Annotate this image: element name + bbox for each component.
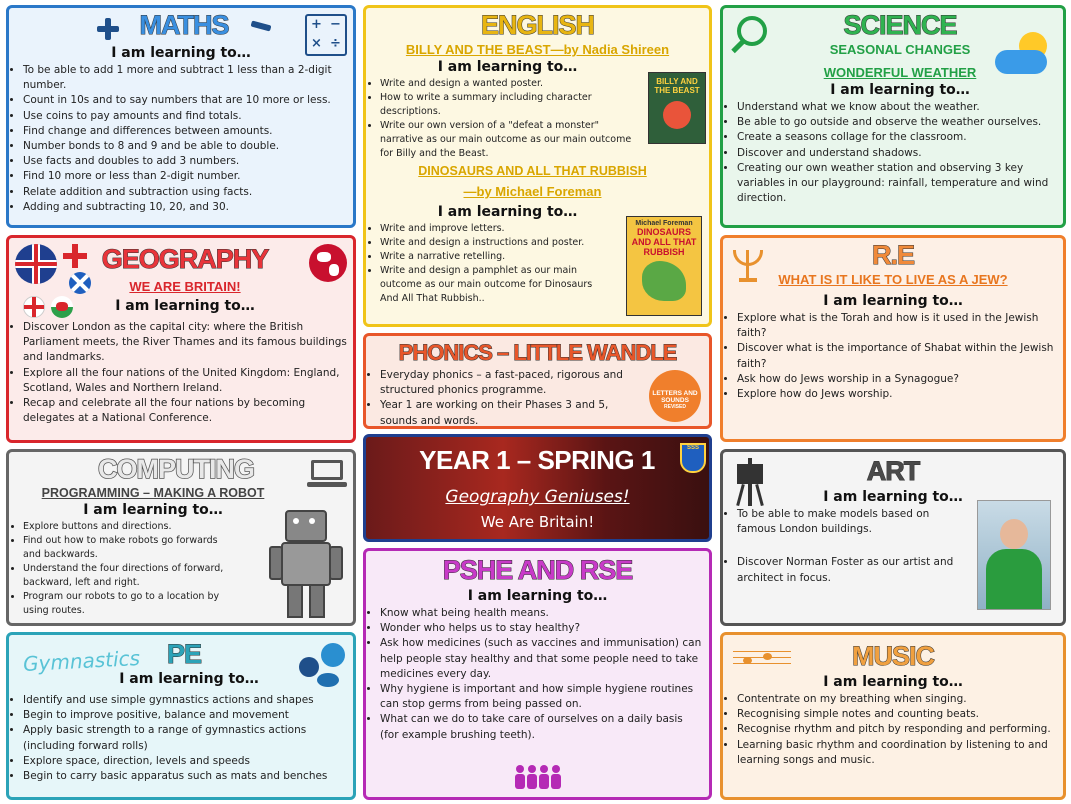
pe-list bbox=[9, 693, 353, 784]
english-title: ENGLISH bbox=[480, 10, 594, 40]
computing-list bbox=[9, 520, 239, 618]
list-item: • How to write a summary including character descriptions. bbox=[380, 91, 638, 119]
minus-icon bbox=[251, 21, 272, 32]
geography-title: GEOGRAPHY bbox=[101, 244, 269, 274]
sun-cloud-icon bbox=[995, 32, 1055, 80]
list-item: • Write and design a wanted poster. bbox=[380, 77, 638, 91]
re-panel bbox=[720, 235, 1066, 442]
list-item: • Ask how do Jews worship in a Synagogue? bbox=[737, 372, 1057, 387]
little-wandle-logo: LETTERS AND SOUNDS REVISED bbox=[649, 370, 701, 422]
sports-balls-icon bbox=[299, 643, 349, 689]
english-book2-author: —by Michael Foreman bbox=[463, 184, 602, 199]
list-item: • Use coins to pay amounts and find totals. bbox=[23, 109, 347, 124]
list-item: • Understand what we know about the weather. bbox=[737, 100, 1057, 115]
re-learning-heading: I am learning to… bbox=[823, 293, 963, 309]
list-item: • Explore buttons and directions. bbox=[23, 520, 233, 534]
computing-sub: PROGRAMMING – MAKING A ROBOT bbox=[41, 486, 265, 500]
english-book1-title: BILLY AND THE BEAST—by Nadia Shireen bbox=[405, 42, 670, 57]
list-item: • Create a seasons collage for the classroom. bbox=[737, 130, 1057, 145]
english-list-2 bbox=[366, 222, 616, 306]
easel-icon bbox=[733, 458, 767, 506]
re-title: R.E bbox=[871, 240, 914, 270]
list-item: • To be able to add 1 more and subtract 1 less than a 2-digit number. bbox=[23, 63, 347, 93]
music-notes-icon bbox=[733, 643, 791, 671]
northern-ireland-flag-icon bbox=[23, 296, 45, 318]
geography-learning-heading: I am learning to… bbox=[115, 298, 255, 314]
maths-list bbox=[9, 63, 353, 215]
book-cover-dinosaurs: Michael Foreman DINOSAURS AND ALL THAT RUBBISH bbox=[626, 216, 702, 316]
music-learning-heading: I am learning to… bbox=[823, 674, 963, 690]
list-item: • To be able to make models based on famous London buildings. bbox=[737, 507, 967, 537]
english-panel bbox=[363, 5, 712, 327]
list-item: • Recognise rhythm and pitch by responding and performing. bbox=[737, 722, 1057, 737]
maths-title: MATHS bbox=[139, 10, 229, 40]
list-item: • Be able to go outside and observe the weather ourselves. bbox=[737, 115, 1057, 130]
list-item: • Program our robots to go to a location by using routes. bbox=[23, 590, 233, 618]
calculator-icon: + − × ÷ bbox=[305, 14, 347, 56]
list-item: • Why hygiene is important and how simple hygiene routines can stop germs from being passed on. bbox=[380, 682, 703, 712]
english-learning-heading-2: I am learning to… bbox=[437, 204, 578, 220]
list-item: • Find change and differences between amounts. bbox=[23, 124, 347, 139]
menorah-icon bbox=[731, 246, 765, 284]
banner-title: YEAR 1 – SPRING 1 bbox=[419, 445, 655, 475]
list-item: • Begin to improve positive, balance and movement bbox=[23, 708, 347, 723]
list-item: • What can we do to take care of ourselves on a daily basis (for example brushing teeth). bbox=[380, 712, 703, 742]
list-item: • Know what being health means. bbox=[380, 606, 703, 621]
art-list bbox=[723, 507, 973, 586]
list-item: • Recap and celebrate all the four nations by becoming delegates at a National Conference. bbox=[23, 396, 347, 426]
english-book2-title: DINOSAURS AND ALL THAT RUBBISH bbox=[418, 164, 647, 178]
list-item: • Find 10 more or less than 2-digit number. bbox=[23, 169, 347, 184]
plus-icon bbox=[97, 18, 119, 40]
banner-line-2: We Are Britain! bbox=[480, 513, 595, 531]
geography-list bbox=[9, 320, 353, 426]
list-item: • Ask how medicines (such as vaccines and immunisation) can help people stay healthy and that some people need to take medicines every day. bbox=[380, 636, 703, 682]
norman-foster-photo bbox=[977, 500, 1051, 610]
list-item: • Discover and understand shadows. bbox=[737, 146, 1057, 161]
art-title: ART bbox=[866, 456, 920, 486]
music-list bbox=[723, 692, 1063, 768]
art-learning-heading: I am learning to… bbox=[823, 489, 963, 505]
re-list bbox=[723, 311, 1063, 402]
maths-panel bbox=[6, 5, 356, 228]
people-icon bbox=[516, 765, 560, 791]
maths-learning-heading: I am learning to… bbox=[111, 45, 251, 61]
music-panel bbox=[720, 632, 1066, 800]
pshe-panel bbox=[363, 548, 712, 800]
science-sub-1: SEASONAL CHANGES bbox=[829, 42, 971, 57]
phonics-title: PHONICS – LITTLE WANDLE bbox=[398, 340, 677, 365]
computing-title: COMPUTING bbox=[98, 454, 254, 484]
list-item: • Write a narrative retelling. bbox=[380, 250, 610, 264]
re-sub: WHAT IS IT LIKE TO LIVE AS A JEW? bbox=[778, 272, 1008, 287]
pe-panel bbox=[6, 632, 356, 800]
list-item: • Learning basic rhythm and coordination by listening to and learning songs and music. bbox=[737, 738, 1057, 768]
list-item: • Contentrate on my breathing when singing. bbox=[737, 692, 1057, 707]
list-item: • Write and improve letters. bbox=[380, 222, 610, 236]
science-list bbox=[723, 100, 1063, 206]
list-item: • Discover London as the capital city: where the British Parliament meets, the River Thames and its famous buildings and landmarks. bbox=[23, 320, 347, 366]
list-item: • Number bonds to 8 and 9 and be able to double. bbox=[23, 139, 347, 154]
art-panel bbox=[720, 449, 1066, 626]
science-title: SCIENCE bbox=[843, 10, 957, 40]
phonics-list bbox=[366, 368, 648, 429]
list-item: • Wonder who helps us to stay healthy? bbox=[380, 621, 703, 636]
list-item: • Identify and use simple gymnastics actions and shapes bbox=[23, 693, 347, 708]
list-item: • Write and design a pamphlet as our main outcome as our main outcome for Dinosaurs And All That Rubbish.. bbox=[380, 264, 610, 306]
list-item: • Discover Norman Foster as our artist and architect in focus. bbox=[737, 555, 967, 585]
list-item: • Apply basic strength to a range of gymnastics actions (including forward rolls) bbox=[23, 723, 347, 753]
laptop-icon bbox=[307, 460, 347, 490]
uk-flag-icon bbox=[15, 244, 57, 284]
list-item: • Write our own version of a "defeat a monster" narrative as our main outcome as our main outcome for Billy and the Beast. bbox=[380, 119, 638, 161]
list-item: • Relate addition and subtraction using facts. bbox=[23, 185, 347, 200]
list-item: • Adding and subtracting 10, 20, and 30. bbox=[23, 200, 347, 215]
pshe-title: PSHE AND RSE bbox=[442, 555, 633, 585]
computing-panel bbox=[6, 449, 356, 626]
banner-line-1: Geography Geniuses! bbox=[445, 487, 630, 507]
english-list-1 bbox=[366, 77, 644, 161]
computing-learning-heading: I am learning to… bbox=[83, 502, 223, 518]
england-flag-icon bbox=[63, 244, 87, 268]
list-item: • Everyday phonics – a fast-paced, rigorous and structured phonics programme. bbox=[380, 368, 642, 398]
list-item: • Explore what is the Torah and how is it used in the Jewish faith? bbox=[737, 311, 1057, 341]
list-item: • Explore space, direction, levels and speeds bbox=[23, 754, 347, 769]
music-title: MUSIC bbox=[852, 641, 934, 671]
globe-icon bbox=[309, 244, 347, 282]
list-item: • Count in 10s and to say numbers that are 10 more or less. bbox=[23, 93, 347, 108]
pshe-list bbox=[366, 606, 709, 743]
science-panel bbox=[720, 5, 1066, 228]
geography-panel bbox=[6, 235, 356, 443]
magnifier-bug-icon bbox=[737, 16, 767, 46]
list-item: • Explore all the four nations of the United Kingdom: England, Scotland, Wales and Northern Ireland. bbox=[23, 366, 347, 396]
school-badge-icon: SSS bbox=[680, 443, 706, 473]
pshe-learning-heading: I am learning to… bbox=[467, 588, 608, 604]
banner-panel bbox=[363, 434, 712, 542]
science-learning-heading: I am learning to… bbox=[830, 82, 970, 98]
phonics-panel bbox=[363, 333, 712, 429]
list-item: • Use facts and doubles to add 3 numbers. bbox=[23, 154, 347, 169]
pe-tag: Gymnastics bbox=[22, 645, 141, 677]
list-item: • Understand the four directions of forward, backward, left and right. bbox=[23, 562, 233, 590]
list-item: • Explore how do Jews worship. bbox=[737, 387, 1057, 402]
list-item: • Find out how to make robots go forwards and backwards. bbox=[23, 534, 233, 562]
robot-icon bbox=[269, 510, 339, 618]
list-item: • Write and design a instructions and poster. bbox=[380, 236, 610, 250]
list-item: • Creating our own weather station and observing 3 key variables in our playground: rainfall, temperature and wind direction. bbox=[737, 161, 1057, 207]
scotland-flag-icon bbox=[69, 272, 91, 294]
geography-sub: WE ARE BRITAIN! bbox=[129, 279, 241, 294]
wales-flag-icon bbox=[51, 296, 73, 318]
book-cover-billy: BILLY AND THE BEAST bbox=[648, 72, 706, 144]
list-item: • Begin to carry basic apparatus such as mats and benches bbox=[23, 769, 347, 784]
english-learning-heading: I am learning to… bbox=[437, 59, 578, 75]
science-sub-2: WONDERFUL WEATHER bbox=[823, 65, 977, 80]
list-item: • Year 1 are working on their Phases 3 and 5, sounds and words. bbox=[380, 398, 642, 428]
list-item: • Discover what is the importance of Shabat within the Jewish faith? bbox=[737, 341, 1057, 371]
pe-learning-heading: I am learning to… bbox=[119, 671, 259, 687]
list-item: • Recognising simple notes and counting beats. bbox=[737, 707, 1057, 722]
pe-title: PE bbox=[166, 639, 202, 669]
